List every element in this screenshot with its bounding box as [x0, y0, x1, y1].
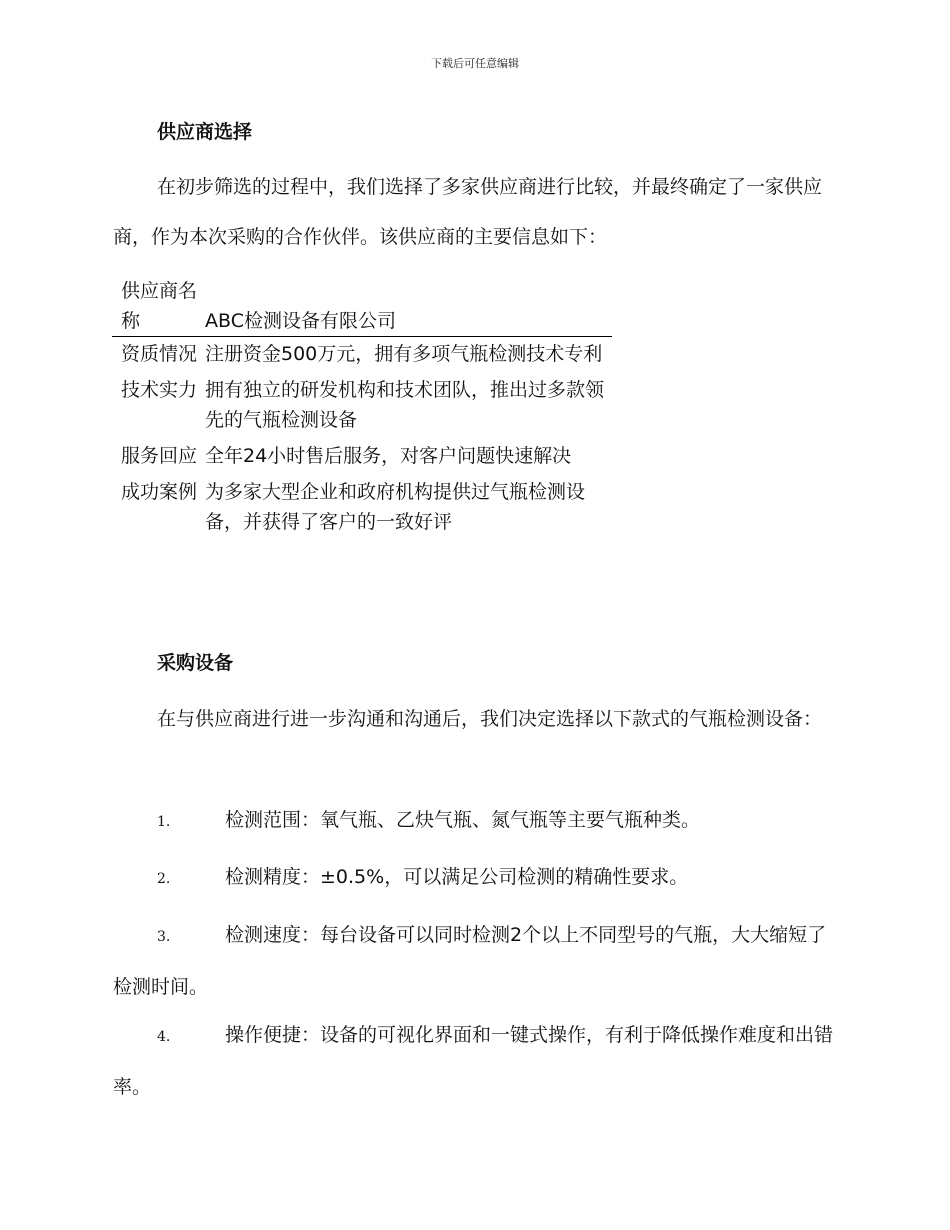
equipment-intro-text: 在与供应商进行进一步沟通和沟通后，我们决定选择以下款式的气瓶检测设备：	[157, 708, 823, 730]
supplier-intro-paragraph	[113, 162, 833, 262]
section-title-procurement-equipment: 采购设备	[157, 652, 234, 674]
table-value-cell: 注册资金500万元，拥有多项气瓶检测技术专利	[205, 343, 603, 365]
list-item-text: 检测精度：±0.5%，可以满足公司检测的精确性要求。	[225, 866, 689, 888]
table-row	[112, 276, 612, 337]
equipment-intro-paragraph	[113, 694, 833, 744]
list-item	[113, 1010, 833, 1112]
table-key-cell: 成功案例	[121, 481, 198, 503]
list-item	[113, 795, 833, 847]
list-item-number: 3.	[157, 929, 171, 945]
page-header-note: 下载后可任意编辑	[431, 57, 519, 70]
table-value-cell: 全年24小时售后服务，对客户问题快速解决	[205, 445, 572, 467]
table-row	[112, 439, 612, 475]
list-item-text: 检测速度：每台设备可以同时检测2个以上不同型号的气瓶，大大缩短了检测时间。	[113, 924, 827, 998]
table-row	[112, 337, 612, 374]
section-title-supplier-selection: 供应商选择	[157, 121, 253, 143]
table-key-cell: 供应商名称	[112, 276, 205, 337]
supplier-info-table	[112, 276, 612, 541]
table-value-cell: 为多家大型企业和政府机构提供过气瓶检测设备，并获得了客户的一致好评	[205, 481, 586, 533]
table-key-cell: 服务回应	[121, 445, 198, 467]
list-item	[113, 852, 833, 904]
list-item-number: 4.	[157, 1029, 171, 1045]
supplier-intro-text: 在初步筛选的过程中，我们选择了多家供应商进行比较，并最终确定了一家供应商，作为本次采购的合作伙伴。该供应商的主要信息如下：	[113, 176, 823, 248]
table-key-cell: 技术实力	[121, 379, 198, 401]
list-item	[113, 910, 833, 1012]
list-item-text: 操作便捷：设备的可视化界面和一键式操作，有利于降低操作难度和出错率。	[113, 1024, 834, 1098]
table-row	[112, 373, 612, 439]
table-value-cell: 拥有独立的研发机构和技术团队，推出过多款领先的气瓶检测设备	[205, 379, 605, 431]
table-row	[112, 475, 612, 541]
list-item-number: 2.	[157, 871, 171, 887]
list-item-text: 检测范围：氧气瓶、乙炔气瓶、氮气瓶等主要气瓶种类。	[225, 809, 701, 831]
table-value-cell: ABC检测设备有限公司	[205, 276, 612, 337]
list-item-number: 1.	[157, 814, 171, 830]
table-key-cell: 资质情况	[121, 343, 198, 365]
